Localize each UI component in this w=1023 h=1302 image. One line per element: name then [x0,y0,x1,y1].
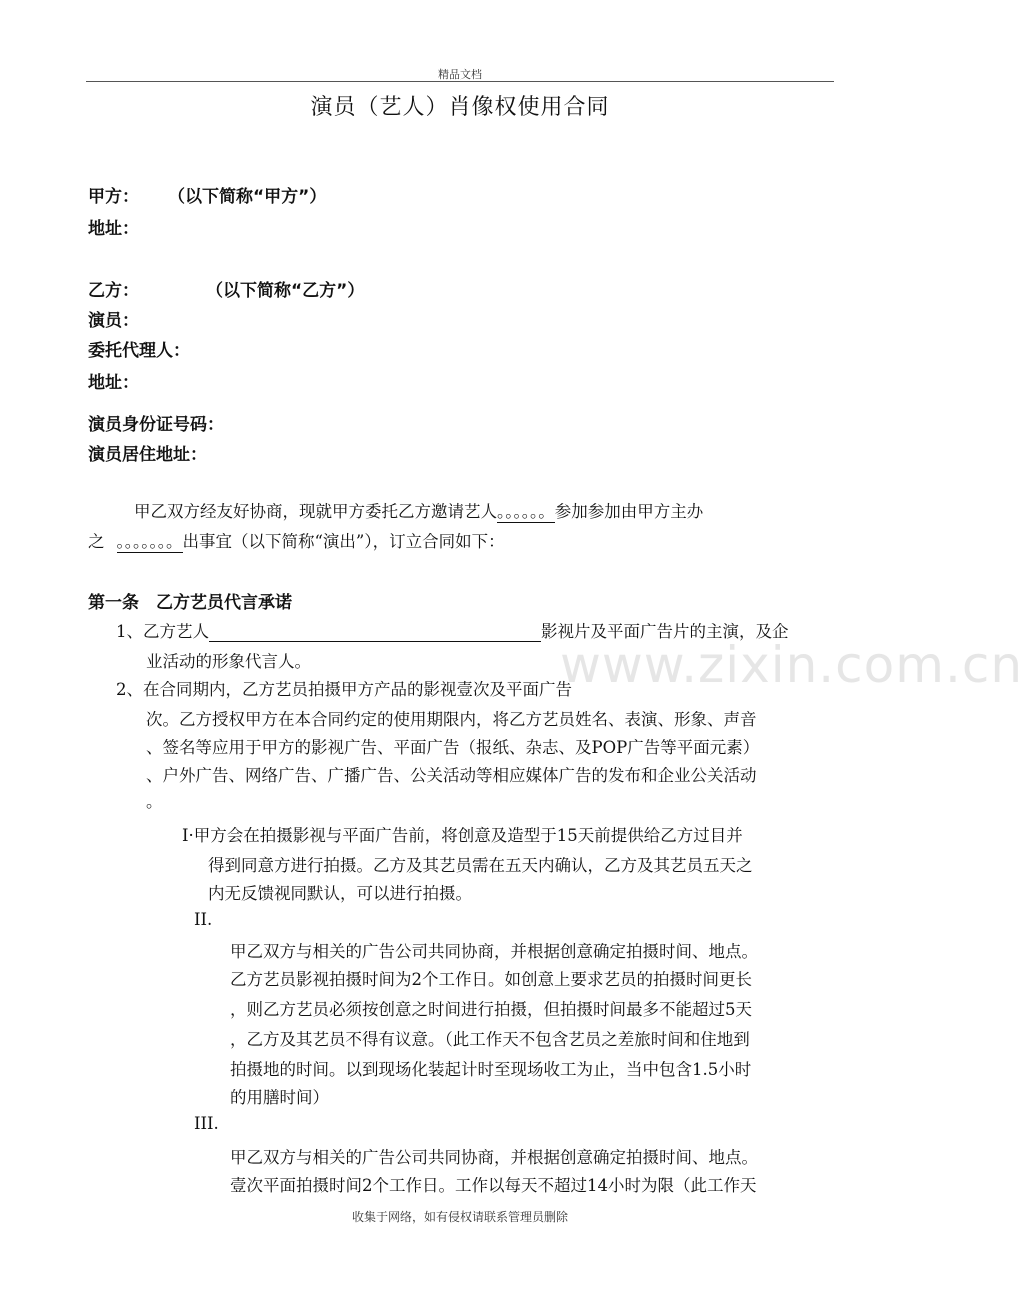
sub-1-line-3: 内无反馈视同默认，可以进行拍摄。 [208,884,472,903]
intro-line2-start: 之 [88,532,105,551]
actor-label: 演员： [88,311,139,331]
document-title: 演员（艺人）肖像权使用合同 [310,95,610,120]
intro-line-2 [88,528,505,553]
sub-2-line-5: 拍摄地的时间。以到现场化装起计时至现场收工为止，当中包含1.5小时 [230,1060,752,1079]
intro-line-1 [134,498,703,523]
sub-2-line-4: ，乙方及其艺员不得有议意。（此工作天不包含艺员之差旅时间和住地到 [230,1030,750,1049]
article-1-heading: 第一条 乙方艺员代言承诺 [88,593,292,613]
watermark: www.zixin.com.cn [560,636,1023,694]
intro-text-start: 甲乙双方经友好协商，现就甲方委托乙方邀请艺人 [134,502,497,521]
sub-2-line-6: 的用膳时间） [230,1088,329,1107]
item-1-end: 影视片及平面广告片的主演，及企 [541,622,789,641]
item-2-line-2: 次。乙方授权甲方在本合同约定的使用期限内，将乙方艺员姓名、表演、形象、声音 [146,710,757,729]
intro-text-end: 参加参加由甲方主办 [554,502,704,521]
actor-id-label: 演员身份证号码： [88,415,224,435]
agent-label: 委托代理人： [88,341,190,361]
item-2-line-4: 、户外广告、网络广告、广播广告、公关活动等相应媒体广告的发布和企业公关活动 [146,766,757,785]
artist-blank [209,623,541,642]
item-2-line-5: 。 [146,792,163,811]
artist-name-blank: 。。。。。。 [497,498,555,523]
party-b-address-label: 地址： [88,373,139,393]
sub-2-line-3: ，则乙方艺员必须按创意之时间进行拍摄，但拍摄时间最多不能超过5天 [230,1000,752,1019]
sub-3-line-2: 壹次平面拍摄时间2个工作日。工作以每天不超过14小时为限（此工作天 [230,1176,757,1195]
party-a-label: 甲方： [88,187,139,207]
item-2-line-3: 、签名等应用于甲方的影视广告、平面广告（报纸、杂志、及POP广告等平面元素） [146,738,760,757]
party-a-address-label: 地址： [88,219,139,239]
party-b-alias: （以下简称“乙方”） [206,281,365,301]
item-2-line-1: 2、在合同期内，乙方艺员拍摄甲方产品的影视壹次及平面广告 [116,680,572,699]
sub-2-line-2: 乙方艺员影视拍摄时间为2个工作日。如创意上要求艺员的拍摄时间更长 [230,970,752,989]
header-rule [86,81,834,82]
item-1-line-2: 业活动的形象代言人。 [146,652,311,671]
event-name-blank: 。。。。。。。 [117,528,183,553]
actor-residence-label: 演员居住地址： [88,445,207,465]
intro-line2-end: 出事宜（以下简称“演出”），订立合同如下： [182,532,505,551]
item-1-start: 1、乙方艺人 [116,622,209,641]
sub-1-line-2: 得到同意方进行拍摄。乙方及其艺员需在五天内确认，乙方及其艺员五天之 [208,856,753,875]
sub-2-line-1: 甲乙双方与相关的广告公司共同协商，并根据创意确定拍摄时间、地点。 [230,942,758,961]
party-b-label: 乙方： [88,281,139,301]
sub-2-label: II. [194,910,213,929]
page-header: 精品文档 [438,68,482,81]
party-a-alias: （以下简称“甲方”） [168,187,327,207]
sub-1-line-1: I·甲方会在拍摄影视与平面广告前，将创意及造型于15天前提供给乙方过目并 [182,826,743,845]
sub-3-line-1: 甲乙双方与相关的广告公司共同协商，并根据创意确定拍摄时间、地点。 [230,1148,758,1167]
page-footer: 收集于网络，如有侵权请联系管理员删除 [351,1210,568,1224]
sub-3-label: III. [194,1114,219,1133]
